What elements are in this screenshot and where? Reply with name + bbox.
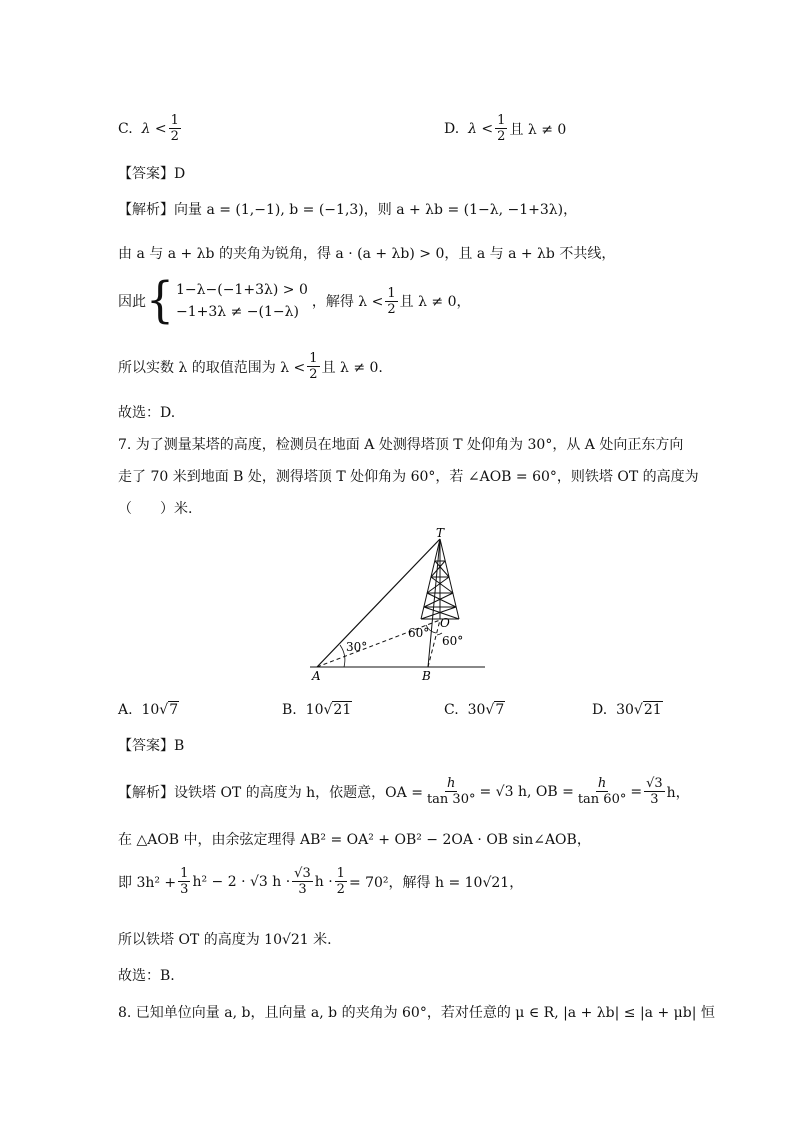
fraction: $\frac{√3}{3}$ (646, 776, 663, 807)
fraction: $\frac{1}{2}$ (170, 113, 179, 144)
fraction: $\frac{√3}{3}$ (294, 866, 311, 897)
fraction: $\frac{1}{2}$ (336, 866, 345, 897)
question-7-line-3: （ ）米. (118, 501, 193, 517)
analysis-6-line-2: 由 a 与 a + λb 的夹角为锐角，得 a · (a + λb) > 0，且 a 与 a + λb 不共线， (118, 246, 616, 262)
angle-arc-a (340, 645, 345, 667)
option-d: D. λ < $\frac{1}{2}$ 且 λ ≠ 0 (444, 113, 567, 144)
angle-label-aob: 60° (408, 626, 430, 640)
angle-label-b: 60° (442, 634, 464, 648)
fraction: $\frac{1}{3}$ (180, 866, 189, 897)
option-b: B. 10 √ 21 (282, 701, 352, 718)
question-7-line-2: 走了 70 米到地面 B 处，测得塔顶 T 处仰角为 60°，若 ∠AOB = 60°，则铁塔 OT 的高度为 (118, 469, 699, 485)
choose-7: 故选：B. (118, 968, 175, 984)
label-t: T (436, 526, 445, 540)
label-b: B (422, 669, 431, 683)
fraction: $\frac{h}{\tan 30^\circ}$ (426, 776, 476, 807)
brace-icon: { (146, 272, 174, 329)
sqrt-icon: √ (485, 701, 495, 718)
line-at (317, 539, 440, 667)
analysis-6-line-1: 【解析】向量 a = (1,−1), b = (−1,3)，则 a + λb = (1−λ, −1+3λ)， (118, 202, 578, 218)
fraction: $\frac{1}{2}$ (309, 351, 318, 382)
analysis-7-line-1: 【解析】设铁塔 OT 的高度为 h，依题意，OA = $\frac{h}{\tan 30^\circ}$ = √3 h, OB = $\frac{h}{\tan 60^\circ}$ = $\frac{√3}{3}$ h， (118, 776, 690, 807)
line-bt (428, 539, 440, 667)
fraction: $\frac{h}{\tan 60^\circ}$ (577, 776, 627, 807)
angle-label-a: 30° (346, 640, 368, 654)
sqrt-icon: √ (159, 701, 169, 718)
question-8-line-1: 8. 已知单位向量 a, b，且向量 a, b 的夹角为 60°，若对任意的 μ ∈ R, |a + λb| ≤ |a + μb| 恒 (118, 1005, 715, 1021)
label-o: O (440, 616, 450, 630)
option-c: C. λ < $\frac{1}{2}$ (118, 113, 179, 144)
answer-7: 【答案】B (118, 738, 185, 754)
tower-icon (421, 539, 459, 619)
option-a: A. 10 √ 7 (118, 701, 179, 718)
answer-6: 【答案】D (118, 166, 186, 182)
option-c-7: C. 30 √ 7 (444, 701, 505, 718)
fraction: $\frac{1}{2}$ (497, 113, 506, 144)
analysis-7-line-4: 所以铁塔 OT 的高度为 10√21 米. (118, 932, 332, 948)
sqrt-icon: √ (323, 701, 333, 718)
equation-system: 1−λ−(−1+3λ) > 0 −1+3λ ≠ −(1−λ) (176, 282, 308, 320)
analysis-6-line-3: 因此 { 1−λ−(−1+3λ) > 0 −1+3λ ≠ −(1−λ) ，解得 λ < $\frac{1}{2}$ 且 λ ≠ 0， (118, 272, 471, 329)
question-7-line-1: 7. 为了测量某塔的高度，检测员在地面 A 处测得塔顶 T 处仰角为 30°，从 A 处向正东方向 (118, 437, 684, 453)
choose-6: 故选：D. (118, 405, 176, 421)
option-d-7: D. 30 √ 21 (592, 701, 662, 718)
fraction: $\frac{1}{2}$ (387, 285, 396, 317)
analysis-6-line-4: 所以实数 λ 的取值范围为 λ < $\frac{1}{2}$ 且 λ ≠ 0. (118, 351, 383, 382)
analysis-7-line-2: 在 △AOB 中，由余弦定理得 AB² = OA² + OB² − 2OA · OB sin∠AOB， (118, 832, 591, 848)
tower-figure (300, 525, 500, 685)
analysis-7-line-3: 即 3h² + $\frac{1}{3}$ h² − 2 · √3 h · $\frac{√3}{3}$ h · $\frac{1}{2}$ = 70²，解得 h = 10√21， (118, 866, 524, 897)
sqrt-icon: √ (633, 701, 643, 718)
label-a: A (312, 669, 321, 683)
